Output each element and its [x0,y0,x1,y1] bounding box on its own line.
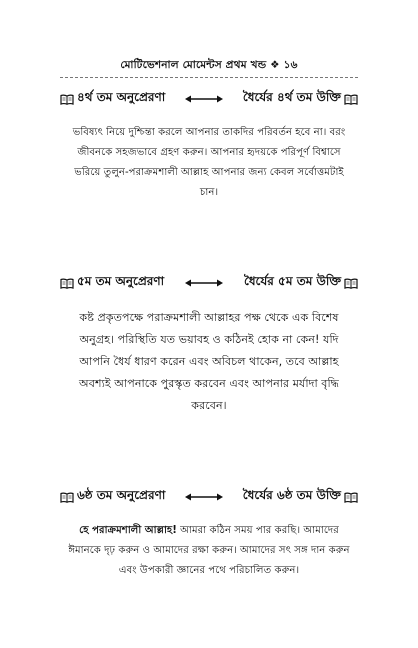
section-heading [60,273,358,293]
section-lead: হে পরাক্রমশালী আল্লাহ! [79,525,177,536]
section-body [60,521,358,581]
quote-title: ধৈর্যের ৪র্থ তম উক্তি [242,90,341,104]
double-arrow-icon [185,95,223,103]
inspiration-title: ৪র্থ তম অনুপ্রেরণা [77,90,166,104]
book-icon [60,94,74,105]
section-6 [60,487,358,581]
section-text: ভবিষ্যৎ নিয়ে দুশ্চিন্তা করলে আপনার তাকদির পরিবর্তন হবে না। বরং জীবনকে সহজভাবে গ্রহণ করুন। আপনার হৃদয়কে পরিপূর্ণ বিশ্বাসে ভরিয়ে তুলুন-পরাক্রমশালী আল্লাহ আপনার জন্য কেবল সর্বোত্তমটাই চান। [72,127,346,198]
double-arrow-icon [185,493,223,501]
book-icon [60,278,74,289]
inspiration-title: ৫ম তম অনুপ্রেরণা [77,274,165,288]
double-arrow-icon [185,279,223,287]
section-5 [60,273,358,417]
section-text: আমরা কঠিন সময় পার করছি। আমাদের ঈমানকে দৃঢ় করুন ও আমাদের রক্ষা করুন। আমাদের সৎ সঙ্গ দান করুন এবং উপকারী জ্ঞানের পথে পরিচালিত করুন। [68,525,350,576]
book-icon [344,94,358,105]
quote-title: ধৈর্যের ৫ম তম উক্তি [243,274,341,288]
book-icon [60,492,74,503]
inspiration-title: ৬ষ্ঠ তম অনুপ্রেরণা [77,488,166,502]
section-heading [60,487,358,507]
section-text: কষ্ট প্রকৃতপক্ষে পরাক্রমশালী আল্লাহর পক্ষ থেকে এক বিশেষ অনুগ্রহ। পরিস্থিতি যত ভয়াবহ ও কঠিনই হোক না কেন! যদি আপনি ধৈর্য ধারণ করেন এবং অবিচল থাকেন, তবে আল্লাহ অবশ্যই আপনাকে পুরস্কৃত করবেন এবং আপনার মর্যাদা বৃদ্ধি করবেন। [79,311,339,412]
book-icon [344,492,358,503]
running-head: মোটিভেশনাল মোমেন্টস প্রথম খন্ড ❖ ১৬ [120,59,298,71]
quote-title: ধৈর্যের ৬ষ্ঠ তম উক্তি [242,488,341,502]
book-icon [344,278,358,289]
section-heading [60,89,358,109]
section-body [60,307,358,417]
section-4 [60,89,358,203]
header-divider [60,77,358,78]
section-body [60,123,358,203]
